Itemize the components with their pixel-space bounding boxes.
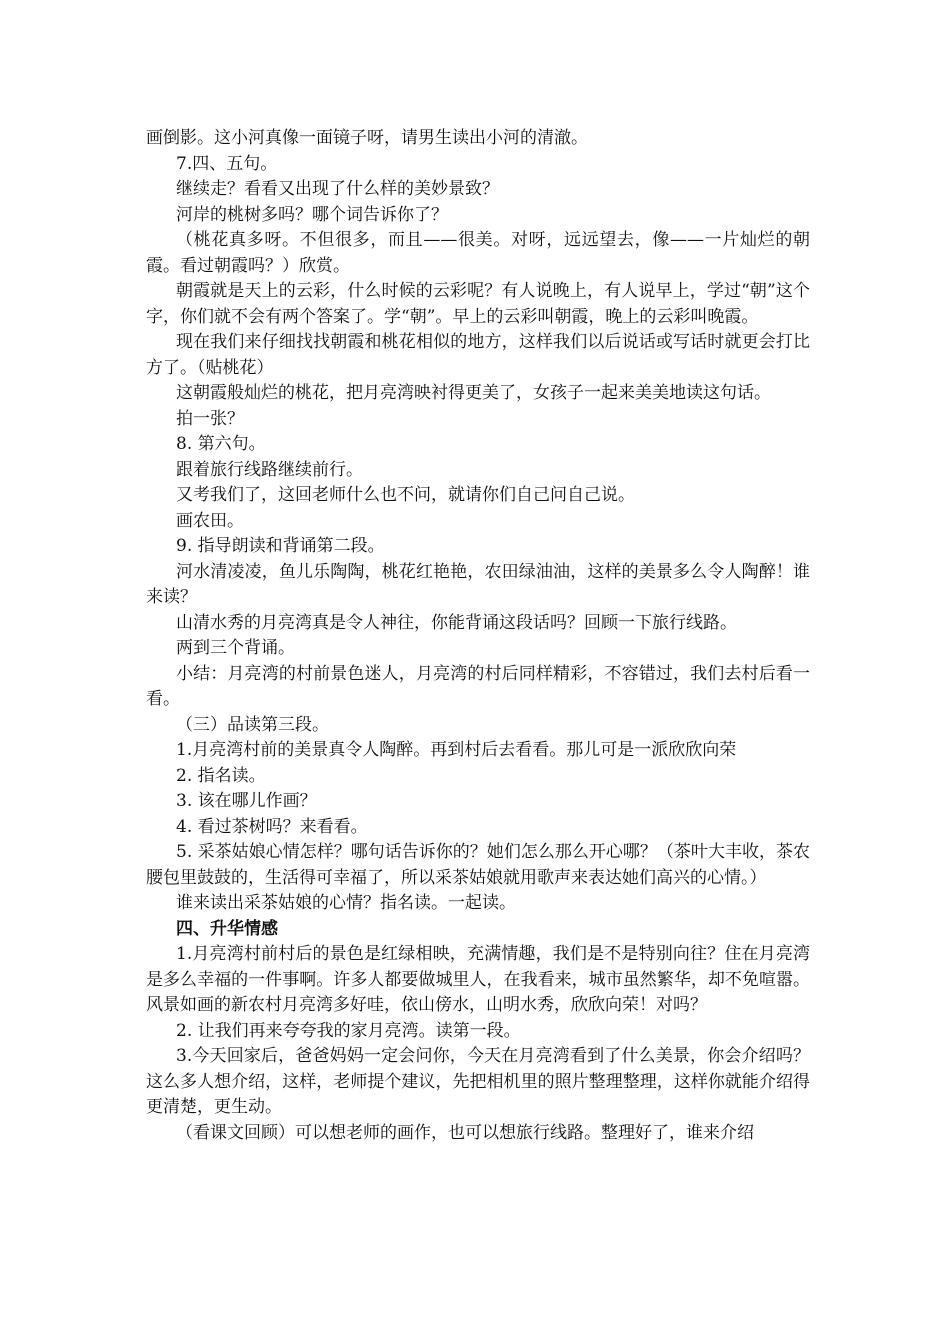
paragraph: （看课文回顾）可以想老师的画作，也可以想旅行线路。整理好了，谁来介绍 — [176, 1122, 754, 1143]
paragraph: 又考我们了，这回老师什么也不问，就请你们自己问自己说。 — [176, 485, 635, 505]
paragraph: 现在我们来仔细找找朝霞和桃花相似的地方，这样我们以后说话或写话时就更会打比方了。（贴桃花） — [146, 332, 810, 378]
paragraph: 1.月亮湾村前村后的景色是红绿相映，充满情趣，我们是不是特别向往？住在月亮湾是多么幸福的一件事啊。许多人都要做城里人，在我看来，城市虽然繁华，却不免喧嚣。风景如画的新农村月亮湾多好哇，依山傍水，山明水秀，欣欣向荣！对吗？ — [146, 944, 810, 1015]
paragraph: （桃花真多呀。不但很多，而且——很美。对呀，远远望去，像——一片灿烂的朝霞。看过朝霞吗？）欣赏。 — [146, 230, 810, 276]
paragraph: （三）品读第三段。 — [176, 714, 329, 735]
paragraph: 5. 采茶姑娘心情怎样？哪句话告诉你的？她们怎么那么开心哪？（茶叶大丰收，茶农腰包里鼓鼓的，生活得可幸福了，所以采茶姑娘就用歌声来表达她们高兴的心情。） — [146, 842, 810, 888]
paragraph: 2. 让我们再来夸夸我的家月亮湾。读第一段。 — [176, 1020, 521, 1041]
paragraph: 谁来读出采茶姑娘的心情？指名读。一起读。 — [176, 893, 516, 913]
paragraph: 跟着旅行线路继续前行。 — [176, 459, 363, 480]
paragraph: 拍一张？ — [176, 408, 244, 429]
paragraph: 7.四、五句。 — [176, 153, 278, 174]
paragraph: 9. 指导朗读和背诵第二段。 — [176, 536, 385, 556]
section-heading: 四、升华情感 — [176, 918, 278, 939]
document-body — [146, 126, 810, 1146]
paragraph: 河岸的桃树多吗？哪个词告诉你了？ — [176, 204, 448, 225]
paragraph: 8. 第六句。 — [176, 434, 266, 454]
paragraph: 画农田。 — [176, 510, 244, 531]
paragraph: 继续走？看看又出现了什么样的美妙景致？ — [176, 179, 499, 199]
paragraph: 这朝霞般灿烂的桃花，把月亮湾映衬得更美了，女孩子一起来美美地读这句话。 — [176, 383, 771, 403]
paragraph: 3.今天回家后，爸爸妈妈一定会问你，今天在月亮湾看到了什么美景，你会介绍吗？这么多人想介绍，这样，老师提个建议，先把相机里的照片整理整理，这样你就能介绍得更清楚，更生动。 — [146, 1046, 810, 1117]
paragraph: 2. 指名读。 — [176, 765, 266, 786]
paragraph: 小结：月亮湾的村前景色迷人，月亮湾的村后同样精彩，不容错过，我们去村后看一看。 — [146, 663, 810, 709]
paragraph: 4. 看过茶树吗？来看看。 — [176, 816, 368, 837]
paragraph: 朝霞就是天上的云彩，什么时候的云彩呢？有人说晚上，有人说早上，学过“朝”这个字，你们就不会有两个答案了。学“朝”。早上的云彩叫朝霞，晚上的云彩叫晚霞。 — [146, 281, 810, 327]
paragraph: 两到三个背诵。 — [176, 638, 295, 658]
paragraph: 画倒影。这小河真像一面镜子呀，请男生读出小河的清澈。 — [146, 128, 588, 148]
paragraph: 山清水秀的月亮湾真是令人神往，你能背诵这段话吗？回顾一下旅行线路。 — [176, 612, 737, 633]
paragraph: 1.月亮湾村前的美景真令人陶醉。再到村后去看看。那儿可是一派欣欣向荣 — [176, 740, 737, 760]
paragraph: 3. 该在哪儿作画？ — [176, 791, 317, 811]
paragraph: 河水清凌凌，鱼儿乐陶陶，桃花红艳艳，农田绿油油，这样的美景多么令人陶醉！谁来读？ — [146, 561, 810, 607]
